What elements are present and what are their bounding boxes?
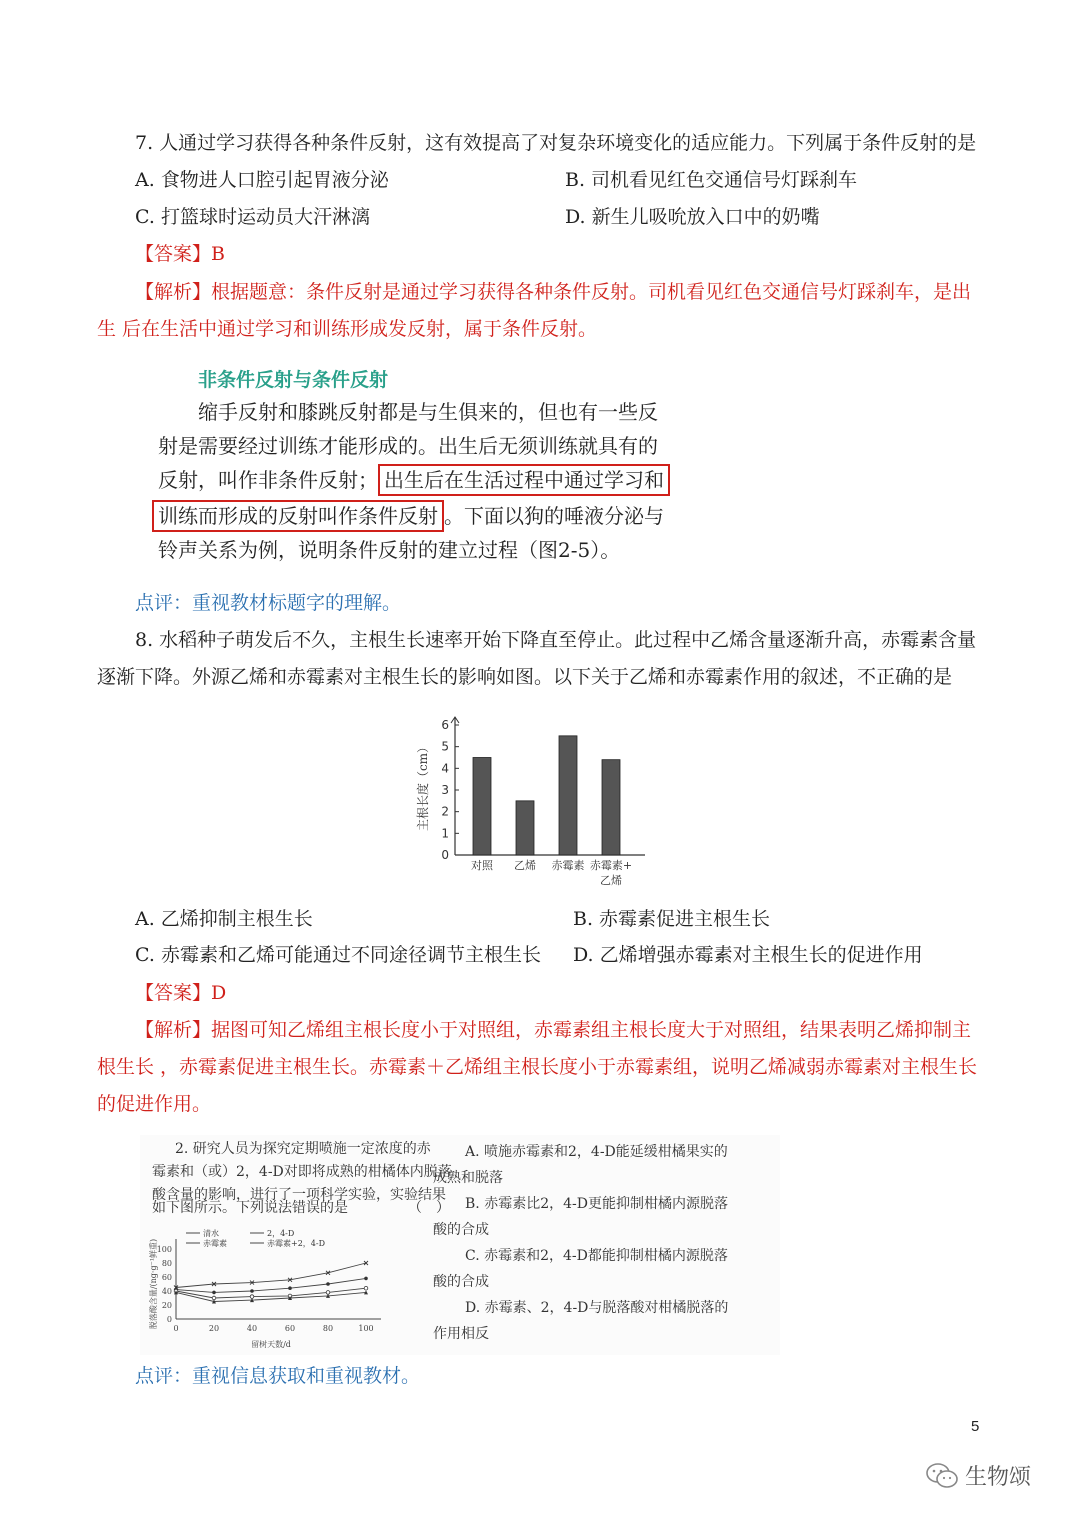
data-point [212, 1296, 216, 1300]
y-tick-label: 100 [156, 1245, 172, 1254]
q8-analysis-line1: 【解析】据图可知乙烯组主根长度小于对照组，赤霉素组主根长度大于对照组，结果表明乙烯抑制主 [135, 1019, 972, 1041]
x-tick-label: 40 [246, 1324, 258, 1333]
x-tick-label: 乙烯 [514, 859, 536, 872]
inset-paren: （ ） [408, 1200, 450, 1216]
data-point [364, 1277, 368, 1281]
x-tick-label: 乙烯 [600, 874, 622, 887]
q7-comment: 点评：重视教材标题字的理解。 [135, 592, 402, 614]
y-axis-label: 脱落酸含量/(ng·g⁻¹鲜重) [149, 1238, 158, 1330]
inset-option-c-line2: 酸的合成 [433, 1274, 489, 1290]
q8-analysis-line2: 根生长 ，赤霉素促进主根生长。赤霉素＋乙烯组主根长度小于赤霉素组，说明乙烯减弱赤霉素对主根生长 [97, 1056, 978, 1078]
inset-option-d-line2: 作用相反 [433, 1326, 489, 1342]
line-chart [140, 1219, 410, 1355]
x-tick-label: 赤霉素 [551, 859, 585, 872]
y-tick-label: 40 [161, 1287, 172, 1296]
y-axis-label: 主根长度（cm） [416, 740, 430, 832]
watermark-text: 生物颂 [965, 1465, 1032, 1490]
textbook-line3 [158, 468, 670, 492]
q7-option-b: B. 司机看见红色交通信号灯踩刹车 [565, 169, 858, 191]
q8-stem-line1: 8. 水稻种子萌发后不久，主根生长速率开始下降直至停止。此过程中乙烯含量逐渐升高，赤霉素含量 [135, 629, 977, 651]
textbook-title: 非条件反射与条件反射 [198, 369, 389, 391]
y-tick-label: 6 [441, 718, 449, 732]
x-tick-label: 80 [322, 1324, 334, 1333]
data-point [250, 1295, 254, 1299]
inset-option-d-line1: D. 赤霉素、2，4-D与脱落酸对柑橘脱落的 [465, 1300, 729, 1316]
y-tick-label: 0 [441, 848, 449, 862]
q8-analysis-line3: 的促进作用。 [97, 1093, 212, 1115]
y-tick-label: 2 [441, 804, 449, 819]
q7-option-a: A. 食物进人口腔引起胃液分泌 [135, 169, 389, 191]
q8-stem-line2: 逐渐下降。外源乙烯和赤霉素对主根生长的影响如图。以下关于乙烯和赤霉素作用的叙述，不正确的是 [97, 666, 953, 688]
q7-option-d: D. 新生儿吸吮放入口中的奶嘴 [565, 206, 820, 228]
y-tick-label: 5 [441, 739, 449, 754]
y-tick-label: 1 [441, 826, 449, 841]
inset-option-a-line1: A. 喷施赤霉素和2，4-D能延缓柑橘果实的 [465, 1144, 728, 1160]
inset-option-c-line1: C. 赤霉素和2，4-D都能抑制柑橘内源脱落 [465, 1248, 728, 1264]
textbook-line2: 射是需要经过训练才能形成的。出生后无须训练就具有的 [158, 434, 658, 458]
textbook-line5: 铃声关系为例，说明条件反射的建立过程（图2-5）。 [158, 538, 621, 562]
y-tick-label: 80 [161, 1259, 172, 1268]
inset-stem-line3: 酸含量的影响，进行了一项科学实验，实验结果 [152, 1187, 446, 1203]
data-point [326, 1282, 330, 1286]
inset-stem-line4 [152, 1199, 450, 1217]
bar [473, 758, 491, 856]
series-line [176, 1292, 366, 1301]
data-point [212, 1291, 216, 1295]
y-tick-label: 4 [441, 761, 449, 776]
data-point [288, 1286, 292, 1290]
inset-stem-line1: 2. 研究人员为探究定期喷施一定浓度的赤 [175, 1141, 431, 1157]
inset-stem-line2: 霉素和（或）2，4-D对即将成熟的柑橘体内脱落 [152, 1164, 452, 1180]
inset-option-b-line2: 酸的合成 [433, 1222, 489, 1238]
x-tick-label: 对照 [471, 859, 493, 872]
page-number: 5 [971, 1418, 980, 1435]
x-tick-label: 0 [173, 1324, 179, 1333]
data-point [326, 1291, 330, 1295]
data-point [364, 1286, 368, 1290]
y-tick-label: 20 [161, 1301, 172, 1310]
textbook-line4 [152, 504, 664, 528]
q7-analysis-line1: 【解析】根据题意：条件反射是通过学习获得各种条件反射。司机看见红色交通信号灯踩刹车，是出 [135, 281, 972, 303]
q8-option-c: C. 赤霉素和乙烯可能通过不同途径调节主根生长 [135, 944, 541, 966]
legend-label: 清水 [203, 1229, 219, 1238]
wechat-icon [925, 1461, 959, 1491]
legend-label: 赤霉素 [203, 1239, 227, 1248]
legend-label: 2，4-D [267, 1229, 295, 1238]
textbook-line4-b: 。下面以狗的唾液分泌与 [444, 504, 664, 528]
x-tick-label: 60 [284, 1324, 296, 1333]
q8-option-b: B. 赤霉素促进主根生长 [573, 908, 771, 930]
highlight-box-1: 出生后在生活过程中通过学习和 [378, 464, 670, 496]
q8-option-a: A. 乙烯抑制主根生长 [135, 908, 313, 930]
q8-answer: 【答案】D [135, 982, 227, 1004]
series-line [176, 1263, 366, 1288]
inset-question-image [140, 1135, 780, 1355]
q7-stem: 7. 人通过学习获得各种条件反射，这有效提高了对复杂环境变化的适应能力。下列属于条件反射的是 [135, 132, 977, 154]
x-tick-label: 20 [208, 1324, 220, 1333]
watermark [925, 1460, 1031, 1491]
legend-label: 赤霉素+2，4-D [267, 1239, 325, 1248]
x-tick-label: 100 [358, 1324, 374, 1333]
y-tick-label: 3 [441, 783, 449, 797]
bar [559, 736, 577, 855]
textbook-line3-a: 反射，叫作非条件反射； [158, 468, 378, 492]
x-axis-label: 留树天数/d [251, 1340, 291, 1349]
inset-stem-line4-text: 如下图所示。下列说法错误的是 [152, 1200, 348, 1216]
q8-comment: 点评：重视信息获取和重视教材。 [135, 1365, 421, 1387]
y-tick-label: 0 [166, 1315, 172, 1324]
highlight-box-2: 训练而形成的反射叫作条件反射 [152, 500, 444, 532]
bar [516, 801, 534, 855]
inset-option-b-line1: B. 赤霉素比2，4-D更能抑制柑橘内源脱落 [465, 1196, 728, 1212]
bar-chart [405, 705, 655, 895]
q8-option-d: D. 乙烯增强赤霉素对主根生长的促进作用 [573, 944, 923, 966]
x-tick-label: 赤霉素+ [589, 859, 633, 872]
inset-option-a-line2: 成熟和脱落 [433, 1170, 503, 1186]
data-point [250, 1289, 254, 1293]
q7-analysis-line2: 生 后在生活中通过学习和训练形成发反射，属于条件反射。 [97, 318, 598, 340]
q7-answer: 【答案】B [135, 243, 225, 265]
y-tick-label: 60 [161, 1273, 172, 1282]
bar [602, 760, 620, 855]
series-line [176, 1278, 366, 1292]
q7-option-c: C. 打篮球时运动员大汗淋漓 [135, 206, 370, 228]
textbook-line1: 缩手反射和膝跳反射都是与生俱来的，但也有一些反 [198, 400, 658, 424]
